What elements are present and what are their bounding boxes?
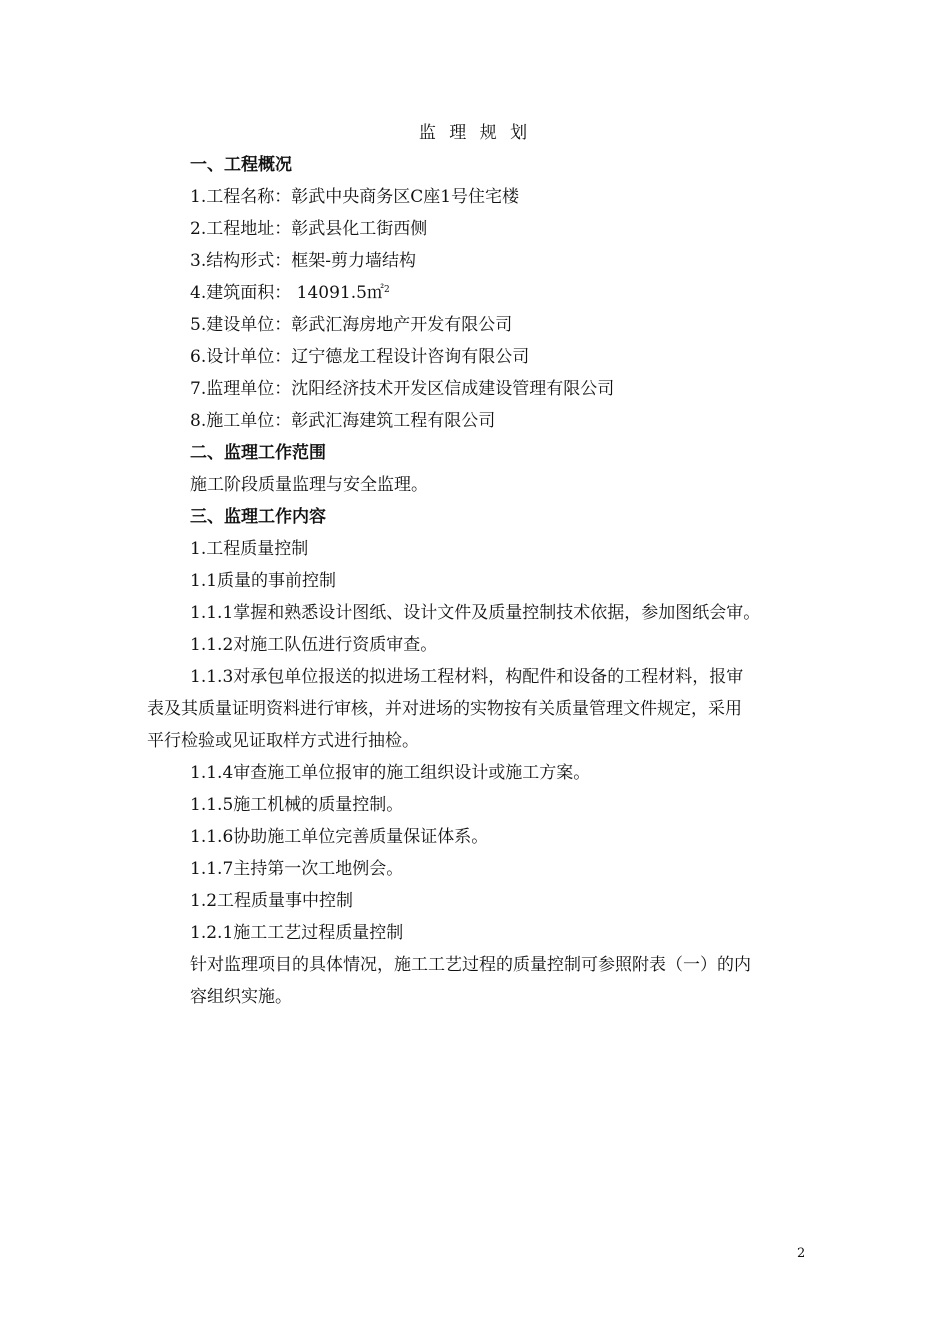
overview-item-project-name: 1.工程名称：彰武中央商务区C座1号住宅楼 — [190, 187, 520, 207]
content-line: 1.1.6协助施工单位完善质量保证体系。 — [190, 827, 489, 847]
content-line: 1.2.1施工工艺过程质量控制 — [190, 923, 404, 943]
content-line: 1.1.5施工机械的质量控制。 — [190, 795, 404, 815]
overview-item-designer: 6.设计单位：辽宁德龙工程设计咨询有限公司 — [190, 347, 530, 367]
overview-item-structure: 3.结构形式：框架-剪力墙结构 — [190, 251, 416, 271]
content-line: 1.1质量的事前控制 — [190, 571, 337, 591]
section-heading-overview: 一、工程概况 — [190, 155, 292, 175]
content-line: 1.1.4审查施工单位报审的施工组织设计或施工方案。 — [190, 763, 591, 783]
scope-text: 施工阶段质量监理与安全监理。 — [190, 475, 428, 495]
overview-item-supervisor: 7.监理单位：沈阳经济技术开发区信成建设管理有限公司 — [190, 379, 615, 399]
content-line: 1.1.2对施工队伍进行资质审查。 — [190, 635, 438, 655]
overview-item-contractor: 8.施工单位：彰武汇海建筑工程有限公司 — [190, 411, 496, 431]
content-line: 平行检验或见证取样方式进行抽检。 — [147, 731, 419, 751]
content-line: 1.1.1掌握和熟悉设计图纸、设计文件及质量控制技术依据，参加图纸会审。 — [190, 603, 761, 623]
overview-item-area — [190, 282, 390, 304]
content-line: 1.1.3对承包单位报送的拟进场工程材料，构配件和设备的工程材料，报审 — [190, 667, 744, 687]
area-superscript: 2 — [383, 285, 390, 295]
content-line: 1.工程质量控制 — [190, 539, 309, 559]
section-heading-scope: 二、监理工作范围 — [190, 443, 326, 463]
content-line: 容组织实施。 — [190, 987, 292, 1007]
content-line: 1.2工程质量事中控制 — [190, 891, 354, 911]
section-heading-content: 三、监理工作内容 — [190, 507, 326, 527]
content-line: 表及其质量证明资料进行审核，并对进场的实物按有关质量管理文件规定，采用 — [147, 699, 742, 719]
overview-item-project-address: 2.工程地址：彰武县化工街西侧 — [190, 219, 428, 239]
overview-item-area-text: 4.建筑面积： 14091.5㎡ — [190, 283, 384, 303]
page-number: 2 — [797, 1246, 806, 1261]
overview-item-client: 5.建设单位：彰武汇海房地产开发有限公司 — [190, 315, 513, 335]
page-title: 监 理 规 划 — [418, 123, 532, 143]
content-line: 1.1.7主持第一次工地例会。 — [190, 859, 404, 879]
content-line: 针对监理项目的具体情况，施工工艺过程的质量控制可参照附表（一）的内 — [190, 955, 751, 975]
